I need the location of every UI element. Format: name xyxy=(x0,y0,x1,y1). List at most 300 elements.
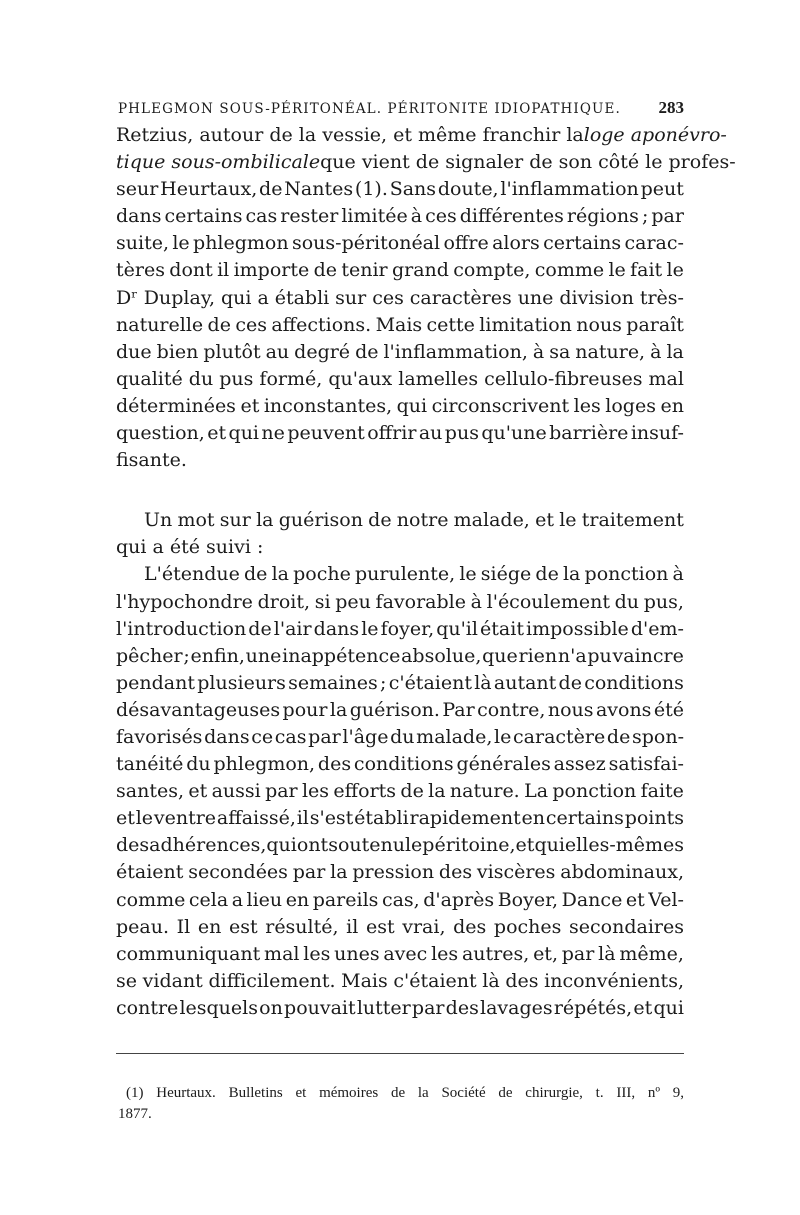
word: au xyxy=(418,422,443,445)
word: du xyxy=(188,367,214,390)
word: et xyxy=(633,996,653,1019)
word: loges xyxy=(605,394,656,417)
word: était xyxy=(480,617,524,640)
word: ne xyxy=(261,422,285,445)
word: due xyxy=(116,340,152,363)
word: par xyxy=(292,861,326,884)
word: aussi xyxy=(211,780,261,803)
word: l'air xyxy=(273,617,312,640)
word: du xyxy=(614,590,640,613)
running-header xyxy=(118,98,684,118)
word: pêcher xyxy=(116,644,183,667)
word: enfin, xyxy=(190,644,245,667)
text-line xyxy=(116,393,684,420)
word: et xyxy=(188,780,208,803)
word: en xyxy=(521,807,546,830)
word: suite, xyxy=(116,232,169,255)
word: ces xyxy=(425,205,457,228)
word: seur xyxy=(116,178,159,201)
word: nous xyxy=(547,698,594,721)
word: par xyxy=(308,725,341,748)
word: en xyxy=(197,915,222,938)
word: malade, xyxy=(453,509,530,532)
word: des xyxy=(438,861,473,884)
word: de xyxy=(313,259,338,282)
word: nº xyxy=(647,1085,660,1101)
text-line: Retzius, autour de la vessie, et même franchir la loge aponévro- xyxy=(116,122,684,149)
word: il xyxy=(217,259,230,282)
word: affections. xyxy=(271,313,372,336)
word: dans xyxy=(116,205,162,228)
word: à xyxy=(672,563,684,586)
word: secondaires xyxy=(569,915,684,938)
word: et xyxy=(535,509,554,532)
word: Il xyxy=(176,915,191,938)
text-line xyxy=(116,805,684,832)
word: péritoine, xyxy=(422,834,516,857)
footnote-line: 1877. xyxy=(118,1106,152,1122)
word: efforts xyxy=(333,780,397,803)
word: poche xyxy=(293,563,351,586)
word: phlegmon xyxy=(193,232,289,255)
word: de xyxy=(244,563,268,586)
word: de xyxy=(259,178,283,201)
word: offrir xyxy=(367,422,417,445)
word: de xyxy=(535,563,559,586)
word: et, xyxy=(533,942,558,965)
word: pus, xyxy=(643,590,684,613)
word: au xyxy=(265,340,290,363)
word: établi xyxy=(274,286,330,309)
word: grand xyxy=(391,259,449,282)
word: l'introduction xyxy=(116,617,247,640)
word: unes xyxy=(334,942,380,965)
word: s'est xyxy=(309,807,354,830)
word: a xyxy=(231,888,244,911)
word: très- xyxy=(639,286,684,309)
word: la xyxy=(417,1085,429,1101)
word: est xyxy=(365,915,395,938)
word: (1) xyxy=(126,1085,144,1101)
word: pour xyxy=(282,698,328,721)
word: lesquels xyxy=(179,996,258,1019)
word: notre xyxy=(396,509,449,532)
word: même, xyxy=(619,942,684,965)
word: de xyxy=(400,780,424,803)
word: sur xyxy=(335,286,367,309)
word: régions xyxy=(566,205,639,228)
word: viscères xyxy=(476,861,556,884)
text-line xyxy=(116,366,684,393)
text-line xyxy=(116,230,684,257)
word: qui xyxy=(653,996,684,1019)
word: offre xyxy=(443,232,489,255)
word: mot xyxy=(177,509,215,532)
word: certains xyxy=(164,205,243,228)
text-line xyxy=(116,697,684,724)
word: qui xyxy=(221,286,252,309)
word: ce xyxy=(251,725,274,748)
word: pareils xyxy=(312,888,379,911)
word: cas, xyxy=(381,888,420,911)
word: satisfai- xyxy=(608,753,684,776)
word: tanéité xyxy=(116,753,184,776)
word: Bulletins xyxy=(228,1085,283,1101)
word: le xyxy=(135,807,154,830)
word: ; xyxy=(183,644,190,667)
word: division xyxy=(559,286,634,309)
word: peuvent xyxy=(287,422,365,445)
word: pu xyxy=(587,644,612,667)
word: tenir xyxy=(341,259,388,282)
word: comme xyxy=(116,888,186,911)
word: purulente, xyxy=(354,563,456,586)
word: de xyxy=(368,509,392,532)
word: inconstantes, xyxy=(263,394,393,417)
word: résulté, xyxy=(265,915,339,938)
word: Heurtaux, xyxy=(160,178,258,201)
word: de xyxy=(498,1085,513,1101)
word: par xyxy=(651,205,684,228)
word: faite xyxy=(640,780,684,803)
word: guérison. xyxy=(349,698,440,721)
word: guérison xyxy=(278,509,363,532)
word: l'inflammation xyxy=(500,178,639,201)
word: rapidement xyxy=(409,807,521,830)
word: sous-péritonéal xyxy=(291,232,441,255)
word: ; xyxy=(380,671,387,694)
text-line xyxy=(116,312,684,339)
word: qui xyxy=(396,394,428,417)
word: Société xyxy=(441,1085,486,1101)
word: de xyxy=(355,340,379,363)
text-line xyxy=(116,859,684,886)
word: l'hypochondre xyxy=(116,590,253,613)
word: contre, xyxy=(477,698,546,721)
word: le xyxy=(666,259,684,282)
word: importe xyxy=(233,259,310,282)
word: dont xyxy=(169,259,213,282)
word: rester xyxy=(280,205,339,228)
word: la xyxy=(329,698,348,721)
word: à xyxy=(410,205,423,228)
word: là xyxy=(474,671,492,694)
word: du xyxy=(186,753,211,776)
word: conditions xyxy=(353,753,454,776)
italic-term: loge aponévro- xyxy=(583,124,727,146)
word: Mais xyxy=(341,969,388,992)
word: c'étaient xyxy=(393,969,477,992)
word: secondées xyxy=(188,861,288,884)
word: avons xyxy=(595,698,652,721)
word: peu xyxy=(335,590,371,613)
text-line xyxy=(116,420,684,447)
word: question, xyxy=(116,422,205,445)
word: par xyxy=(411,996,445,1019)
word: lutter xyxy=(356,996,411,1019)
word: l'inflammation, xyxy=(383,340,528,363)
word: différentes xyxy=(459,205,564,228)
word: pendant xyxy=(116,671,196,694)
word: générales xyxy=(456,753,551,776)
word: 9, xyxy=(672,1085,684,1101)
word: plusieurs xyxy=(197,671,286,694)
word: sa xyxy=(549,340,571,363)
word: Sans xyxy=(389,178,437,201)
word: nous xyxy=(576,313,622,336)
word: déterminées xyxy=(116,394,236,417)
word: spon- xyxy=(631,725,684,748)
word: il xyxy=(346,915,359,938)
word: contre xyxy=(116,996,179,1019)
word: les xyxy=(303,942,331,965)
word: la xyxy=(330,861,348,884)
word: d'em- xyxy=(630,617,684,640)
word: droit, xyxy=(257,590,311,613)
word: d'après xyxy=(423,888,495,911)
word: de xyxy=(248,617,272,640)
word: elles-mêmes xyxy=(564,834,685,857)
word: favorisés xyxy=(116,725,203,748)
word: semaines xyxy=(288,671,378,694)
word: Nantes xyxy=(284,178,354,201)
word: bien xyxy=(156,340,199,363)
word: qu'aux xyxy=(328,367,393,390)
word: pus xyxy=(219,367,254,390)
word: qu'il xyxy=(436,617,478,640)
word: comme xyxy=(534,259,605,282)
word: là xyxy=(482,969,500,992)
word: pouvait xyxy=(284,996,356,1019)
word: ponction xyxy=(584,563,669,586)
word: peut xyxy=(640,178,684,201)
word: difficilement. xyxy=(208,969,336,992)
word: certains xyxy=(545,807,624,830)
word: la xyxy=(666,340,684,363)
word: si xyxy=(314,590,331,613)
word: cela xyxy=(188,888,229,911)
word: cette xyxy=(426,313,475,336)
text-line: qui a été suivi : xyxy=(116,536,264,559)
word: avec xyxy=(383,942,428,965)
word: répétés, xyxy=(553,996,633,1019)
word: L'étendue xyxy=(144,563,240,586)
word: ; xyxy=(641,205,649,228)
word: doute, xyxy=(437,178,499,201)
word: poches xyxy=(493,915,562,938)
word: établi xyxy=(354,807,409,830)
word: alors xyxy=(492,232,540,255)
word: mémoires xyxy=(319,1085,379,1101)
word: qualité xyxy=(116,367,183,390)
word: Mais xyxy=(375,313,423,336)
word: cas xyxy=(245,205,278,228)
word: formé, xyxy=(259,367,323,390)
word: à xyxy=(470,590,482,613)
word: et xyxy=(625,888,645,911)
word: t. xyxy=(595,1085,604,1101)
word: le xyxy=(608,259,626,282)
word: certains xyxy=(543,232,622,255)
word: ces xyxy=(372,286,404,309)
text-line xyxy=(116,643,684,670)
footnote-line xyxy=(126,1083,684,1104)
word: carac- xyxy=(624,232,684,255)
word: pus xyxy=(444,422,479,445)
word: Duplay, xyxy=(143,286,216,309)
word: la xyxy=(271,563,289,586)
word: et xyxy=(240,394,260,417)
word: chirurgie, xyxy=(525,1085,583,1101)
word: paraît xyxy=(626,313,684,336)
word: insuf- xyxy=(630,422,684,445)
word: il xyxy=(296,807,309,830)
word: des xyxy=(317,753,352,776)
word: pression xyxy=(352,861,435,884)
word: peau. xyxy=(116,915,170,938)
word: qui xyxy=(534,834,565,857)
word: l'écoulement xyxy=(486,590,610,613)
word: degré xyxy=(294,340,351,363)
text-line xyxy=(116,724,684,751)
word: a xyxy=(257,286,269,309)
word: nature. xyxy=(449,780,520,803)
word: Par xyxy=(442,698,475,721)
word: qui xyxy=(228,422,260,445)
word: et xyxy=(295,1085,307,1101)
word: et xyxy=(207,422,227,445)
word: désavantageuses xyxy=(116,698,281,721)
text-line xyxy=(116,995,684,1022)
word: lamelles xyxy=(398,367,479,390)
word: impossible xyxy=(526,617,629,640)
word: barrière xyxy=(549,422,629,445)
word: dans xyxy=(204,725,250,748)
word: les xyxy=(573,394,601,417)
word: phlegmon, xyxy=(213,753,316,776)
word: naturelle xyxy=(116,313,204,336)
text-line xyxy=(116,149,736,176)
word: autant xyxy=(493,671,557,694)
word: soutenu xyxy=(328,834,405,857)
text-line xyxy=(116,778,684,805)
word: compte, xyxy=(453,259,531,282)
word: Boyer, xyxy=(497,888,559,911)
running-title: PHLEGMON SOUS-PÉRITONÉAL. PÉRITONITE IDIOPATHIQUE. xyxy=(118,101,621,117)
text-line xyxy=(116,887,684,914)
word: siége xyxy=(480,563,532,586)
text-line xyxy=(116,968,684,995)
word: Un xyxy=(144,509,173,532)
word: traitement xyxy=(581,509,684,532)
word: inconvénients, xyxy=(544,969,684,992)
word: de xyxy=(207,313,231,336)
word: santes, xyxy=(116,780,184,803)
word: le xyxy=(559,509,577,532)
word: le xyxy=(494,725,512,748)
word: à xyxy=(650,340,662,363)
word: adhérences, xyxy=(149,834,267,857)
word: est xyxy=(228,915,258,938)
word: de xyxy=(558,671,582,694)
word: en xyxy=(285,888,310,911)
text-line xyxy=(116,176,684,203)
word: points xyxy=(624,807,684,830)
word: vidant xyxy=(142,969,203,992)
word: limitée xyxy=(341,205,408,228)
word: limitation xyxy=(479,313,572,336)
word: mal xyxy=(264,942,300,965)
word: mal xyxy=(648,367,684,390)
word: l'âge xyxy=(342,725,389,748)
word: lavages xyxy=(480,996,553,1019)
word: ponction xyxy=(552,780,637,803)
word: du xyxy=(390,725,415,748)
word: la xyxy=(428,780,446,803)
word: de xyxy=(390,1085,406,1101)
word: cas xyxy=(274,725,307,748)
word: Dʳ xyxy=(116,286,138,309)
text-line xyxy=(116,670,684,697)
word: inappétence xyxy=(282,644,401,667)
word: assez xyxy=(553,753,606,776)
word: caractère xyxy=(513,725,606,748)
text-line xyxy=(116,203,684,230)
word: et xyxy=(515,834,535,857)
word: le xyxy=(361,617,379,640)
word: les xyxy=(431,942,459,965)
word: qu'une xyxy=(481,422,547,445)
word: le xyxy=(404,834,423,857)
word: rien xyxy=(518,644,558,667)
word: la xyxy=(562,563,581,586)
word: par xyxy=(265,780,298,803)
word: qui xyxy=(266,834,297,857)
word: là xyxy=(598,942,616,965)
word: à xyxy=(532,340,545,363)
word: conditions xyxy=(584,671,684,694)
word: cellulo-fibreuses xyxy=(484,367,643,390)
word: des xyxy=(445,996,479,1019)
word: que xyxy=(482,644,518,667)
word: ces xyxy=(235,313,267,336)
text-line xyxy=(116,561,684,588)
word: et xyxy=(116,807,135,830)
word: fait xyxy=(630,259,663,282)
text-line xyxy=(116,257,684,284)
italic-term: tique sous-ombilicale xyxy=(116,151,321,174)
word: sur xyxy=(219,509,251,532)
word: communiquant xyxy=(116,942,261,965)
word: abdominaux, xyxy=(560,861,684,884)
word: de xyxy=(606,725,631,748)
word: favorable xyxy=(375,590,466,613)
word: la xyxy=(256,509,274,532)
word: le xyxy=(459,563,477,586)
word: lieu xyxy=(246,888,283,911)
word: par xyxy=(561,942,595,965)
word: n'a xyxy=(557,644,587,667)
word: en xyxy=(660,394,684,417)
word: foyer, xyxy=(380,617,435,640)
footnote xyxy=(118,1083,684,1125)
text-line xyxy=(116,832,684,859)
word: circonscrivent xyxy=(431,394,570,417)
word: dans xyxy=(313,617,360,640)
text-line xyxy=(116,751,684,778)
word: on xyxy=(259,996,283,1019)
text-line: fisante. xyxy=(116,449,187,472)
